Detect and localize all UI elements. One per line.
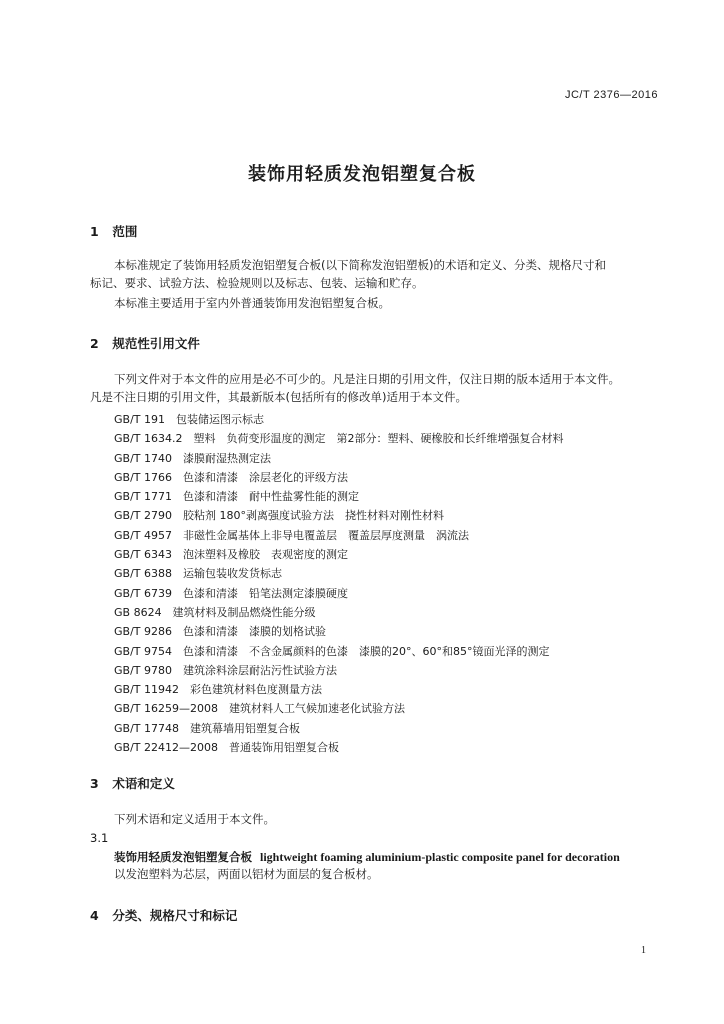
term-heading xyxy=(114,849,620,865)
normative-reference-list xyxy=(114,410,674,757)
reference-item: GB/T 1740 漆膜耐湿热测定法 xyxy=(114,451,271,465)
reference-item: GB/T 191 包装储运图示标志 xyxy=(114,413,264,426)
reference-item: GB/T 9754 色漆和清漆 不含金属颜料的色漆 漆膜的20°、60°和85°镜面光泽的测定 xyxy=(114,644,550,658)
reference-item: GB/T 6388 运输包装收发货标志 xyxy=(114,567,282,581)
reference-item: GB/T 9780 建筑涂料涂层耐沾污性试验方法 xyxy=(114,663,337,677)
section-1-heading xyxy=(90,222,137,240)
reference-item: GB/T 22412—2008 普通装饰用铝塑复合板 xyxy=(114,741,339,755)
section-title: 术语和定义 xyxy=(112,776,175,791)
term-number: 3.1 xyxy=(90,831,109,845)
section-3-heading xyxy=(90,774,175,792)
section-4-heading xyxy=(90,906,237,924)
reference-item: GB/T 17748 建筑幕墙用铝塑复合板 xyxy=(114,721,300,735)
reference-item: GB/T 6343 泡沫塑料及橡胶 表观密度的测定 xyxy=(114,548,348,562)
scope-paragraph-2 xyxy=(90,294,660,312)
section-number: 1 xyxy=(90,224,99,239)
term-english: lightweight foaming aluminium-plastic composite panel for decoration xyxy=(260,850,620,864)
scope-line: 标记、要求、试验方法、检验规则以及标志、包装、运输和贮存。 xyxy=(90,276,424,290)
scope-paragraph-1 xyxy=(90,256,660,292)
normative-intro-line: 凡是不注日期的引用文件，其最新版本(包括所有的修改单)适用于本文件。 xyxy=(90,390,467,404)
reference-item: GB/T 11942 彩色建筑材料色度测量方法 xyxy=(114,683,322,697)
reference-item: GB/T 9286 色漆和清漆 漆膜的划格试验 xyxy=(114,625,326,639)
standard-code: JC/T 2376—2016 xyxy=(564,89,658,101)
terms-intro-line: 下列术语和定义适用于本文件。 xyxy=(114,812,275,826)
term-definition: 以发泡塑料为芯层，两面以铝材为面层的复合板材。 xyxy=(114,867,379,881)
scope-line: 本标准规定了装饰用轻质发泡铝塑复合板(以下简称发泡铝塑板)的术语和定义、分类、规格尺寸和 xyxy=(114,258,606,272)
section-number: 2 xyxy=(90,336,99,351)
normative-intro xyxy=(90,370,660,406)
page-number: 1 xyxy=(641,945,646,956)
document-title: 装饰用轻质发泡铝塑复合板 xyxy=(248,164,476,185)
reference-item: GB/T 1771 色漆和清漆 耐中性盐雾性能的测定 xyxy=(114,490,359,504)
normative-intro-line: 下列文件对于本文件的应用是必不可少的。凡是注日期的引用文件，仅注日期的版本适用于本文件。 xyxy=(114,372,620,386)
section-title: 规范性引用文件 xyxy=(112,336,200,351)
reference-item: GB/T 4957 非磁性金属基体上非导电覆盖层 覆盖层厚度测量 涡流法 xyxy=(114,528,469,542)
reference-item: GB 8624 建筑材料及制品燃烧性能分级 xyxy=(114,605,316,619)
section-number: 3 xyxy=(90,776,99,791)
section-number: 4 xyxy=(90,908,99,923)
section-title: 分类、规格尺寸和标记 xyxy=(112,908,238,923)
terms-intro xyxy=(90,810,660,828)
scope-line: 本标准主要适用于室内外普通装饰用发泡铝塑复合板。 xyxy=(114,296,390,310)
reference-item: GB/T 16259—2008 建筑材料人工气候加速老化试验方法 xyxy=(114,702,405,716)
term-chinese: 装饰用轻质发泡铝塑复合板 xyxy=(114,850,252,864)
reference-item: GB/T 6739 色漆和清漆 铅笔法测定漆膜硬度 xyxy=(114,586,348,600)
section-2-heading xyxy=(90,334,200,352)
section-title: 范围 xyxy=(112,224,138,239)
reference-item: GB/T 2790 胶粘剂 180°剥离强度试验方法 挠性材料对刚性材料 xyxy=(114,509,444,523)
reference-item: GB/T 1766 色漆和清漆 涂层老化的评级方法 xyxy=(114,470,348,484)
reference-item: GB/T 1634.2 塑料 负荷变形温度的测定 第2部分：塑料、硬橡胶和长纤维增强复合材料 xyxy=(114,432,564,446)
